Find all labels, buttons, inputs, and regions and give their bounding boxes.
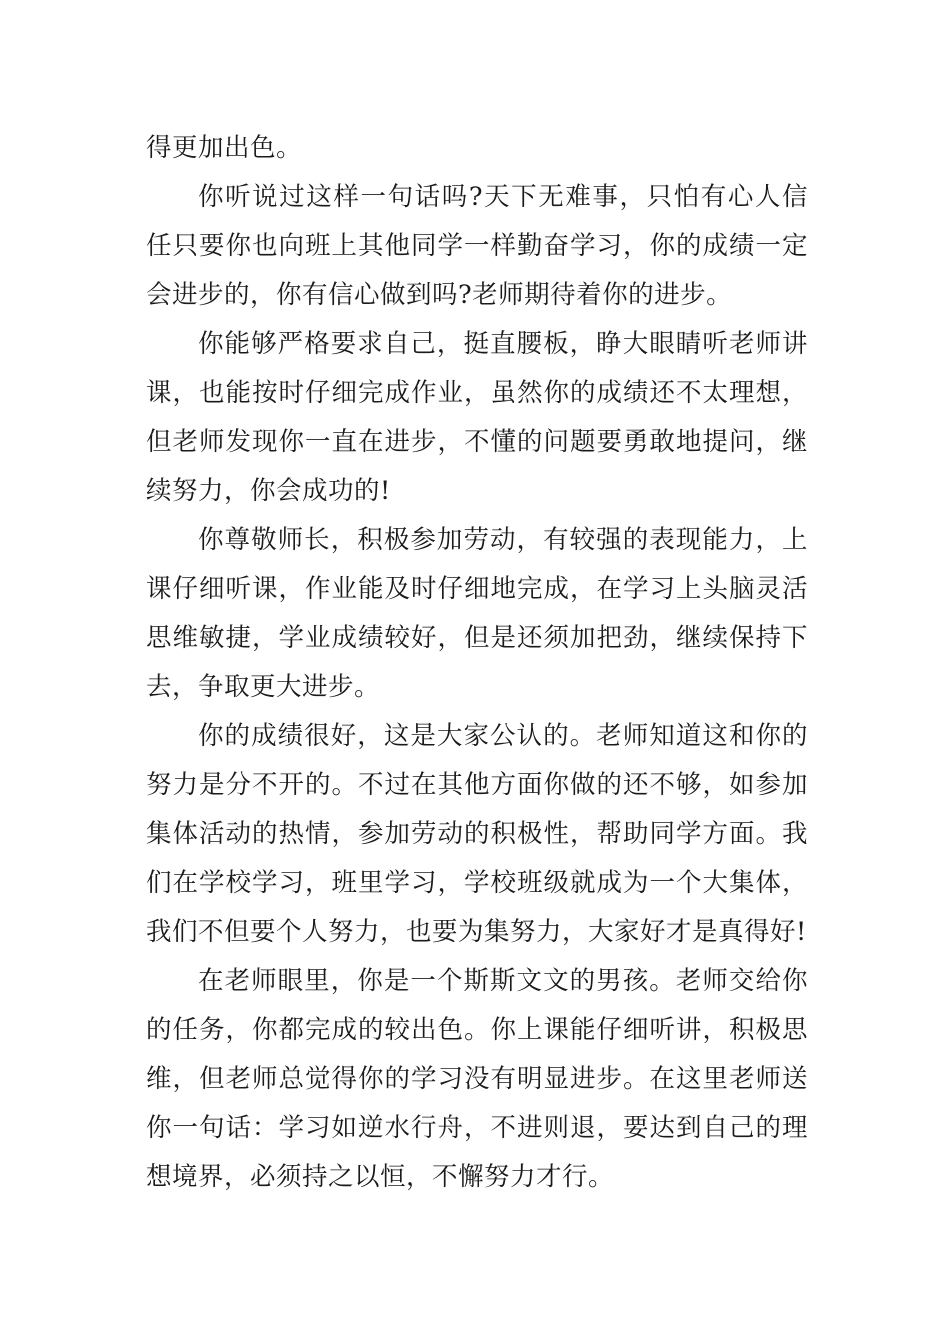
paragraph-4: 你尊敬师长，积极参加劳动，有较强的表现能力，上课仔细听课，作业能及时仔细地完成，在学习上头脑灵活思维敏捷，学业成绩较好，但是还须加把劲，继续保持下去，争取更大进步。 [146, 525, 808, 702]
paragraph-1: 得更加出色。 [146, 133, 303, 163]
paragraph-2: 你听说过这样一句话吗?天下无难事，只怕有心人信任只要你也向班上其他同学一样勤奋学习，你的成绩一定会进步的，你有信心做到吗?老师期待着你的进步。 [146, 182, 808, 310]
document-body [146, 124, 808, 1202]
paragraph-6: 在老师眼里，你是一个斯斯文文的男孩。老师交给你的任务，你都完成的较出色。你上课能仔细听讲，积极思维，但老师总觉得你的学习没有明显进步。在这里老师送你一句话：学习如逆水行舟，不进则退，要达到自己的理想境界，必须持之以恒，不懈努力才行。 [146, 966, 808, 1192]
paragraph-5: 你的成绩很好，这是大家公认的。老师知道这和你的努力是分不开的。不过在其他方面你做的还不够，如参加集体活动的热情，参加劳动的积极性，帮助同学方面。我们在学校学习，班里学习，学校班级就成为一个大集体，我们不但要个人努力，也要为集努力，大家好才是真得好! [146, 721, 808, 947]
paragraph-3: 你能够严格要求自己，挺直腰板，睁大眼睛听老师讲课，也能按时仔细完成作业，虽然你的成绩还不太理想，但老师发现你一直在进步，不懂的问题要勇敢地提问，继续努力，你会成功的! [146, 329, 808, 506]
